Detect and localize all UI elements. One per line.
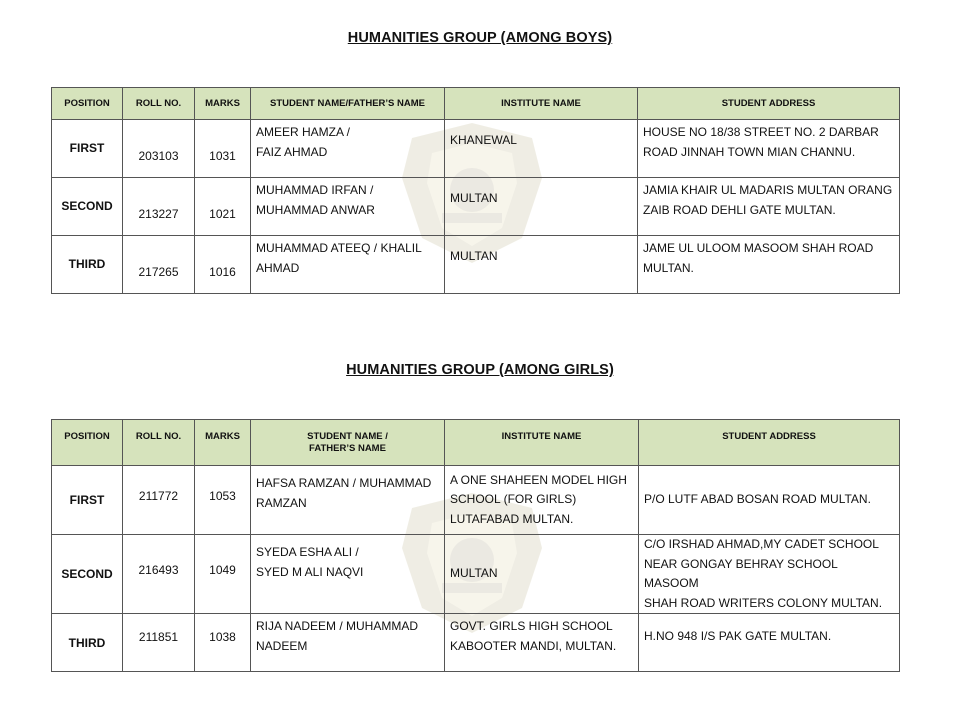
cell-student-name xyxy=(251,466,445,535)
table-row xyxy=(52,535,900,614)
address-line: JAMIA KHAIR UL MADARIS MULTAN ORANG xyxy=(643,183,893,197)
cell-student-name xyxy=(251,614,445,672)
institute-line: KABOOTER MANDI, MULTAN. xyxy=(450,638,617,653)
cell-institute xyxy=(445,178,638,236)
institute-line: KHANEWAL xyxy=(450,133,517,147)
table-row xyxy=(52,236,900,294)
father-name-line: FAIZ AHMAD xyxy=(256,144,328,159)
cell-student-name xyxy=(251,535,445,614)
cell-roll-no: 216493 xyxy=(123,535,195,614)
cell-position: SECOND xyxy=(52,535,123,614)
cell-roll-no: 217265 xyxy=(123,236,195,294)
cell-student-name xyxy=(251,236,445,294)
header-student-name-line1: STUDENT NAME / xyxy=(307,431,388,442)
student-name-line: MUHAMMAD ATEEQ / KHALIL xyxy=(256,241,422,255)
header-roll-no: ROLL NO. xyxy=(123,420,195,466)
header-marks: MARKS xyxy=(195,420,251,466)
cell-marks: 1038 xyxy=(195,614,251,672)
cell-institute xyxy=(445,236,638,294)
address-line: SHAH ROAD WRITERS COLONY MULTAN. xyxy=(644,595,883,610)
cell-roll-no: 203103 xyxy=(123,120,195,178)
section-title-girls: HUMANITIES GROUP (AMONG GIRLS) xyxy=(346,362,614,378)
header-institute-name: INSTITUTE NAME xyxy=(445,420,639,466)
cell-student-name xyxy=(251,120,445,178)
header-student-address: STUDENT ADDRESS xyxy=(638,88,900,120)
table-header-row xyxy=(52,420,900,466)
table-row xyxy=(52,178,900,236)
cell-marks: 1031 xyxy=(195,120,251,178)
cell-institute xyxy=(445,614,639,672)
table-row xyxy=(52,120,900,178)
cell-address xyxy=(639,535,900,614)
institute-line: MULTAN xyxy=(450,566,498,581)
header-roll-no: ROLL NO. xyxy=(123,88,195,120)
cell-address xyxy=(639,614,900,672)
institute-line: MULTAN xyxy=(450,191,498,205)
cell-institute xyxy=(445,120,638,178)
table-row xyxy=(52,466,900,535)
results-table-boys xyxy=(51,87,900,294)
institute-line: MULTAN xyxy=(450,249,498,263)
father-name-line: RAMZAN xyxy=(256,495,307,510)
student-name-line: HAFSA RAMZAN / MUHAMMAD xyxy=(256,476,432,490)
cell-marks: 1016 xyxy=(195,236,251,294)
father-name-line: MUHAMMAD ANWAR xyxy=(256,202,375,217)
cell-position: FIRST xyxy=(52,120,123,178)
header-marks: MARKS xyxy=(195,88,251,120)
institute-line: GOVT. GIRLS HIGH SCHOOL xyxy=(450,619,613,633)
section-title-boys: HUMANITIES GROUP (AMONG BOYS) xyxy=(347,30,613,46)
address-line: C/O IRSHAD AHMAD,MY CADET SCHOOL xyxy=(644,537,879,551)
address-line: NEAR GONGAY BEHRAY SCHOOL MASOOM xyxy=(644,556,838,590)
cell-marks: 1049 xyxy=(195,535,251,614)
table-header-row xyxy=(52,88,900,120)
student-name-line: MUHAMMAD IRFAN / xyxy=(256,183,374,197)
header-position: POSITION xyxy=(52,420,123,466)
cell-student-name xyxy=(251,178,445,236)
cell-marks: 1053 xyxy=(195,466,251,535)
father-name-line: NADEEM xyxy=(256,638,308,653)
address-line: ZAIB ROAD DEHLI GATE MULTAN. xyxy=(643,202,836,217)
institute-line: SCHOOL (FOR GIRLS) xyxy=(450,492,577,507)
cell-roll-no: 211851 xyxy=(123,614,195,672)
address-line: H.NO 948 I/S PAK GATE MULTAN. xyxy=(644,628,832,643)
cell-position: SECOND xyxy=(52,178,123,236)
table-row xyxy=(52,614,900,672)
header-student-name xyxy=(251,420,445,466)
address-line: MULTAN. xyxy=(643,260,694,275)
cell-address xyxy=(639,466,900,535)
cell-institute xyxy=(445,466,639,535)
address-line: HOUSE NO 18/38 STREET NO. 2 DARBAR xyxy=(643,125,879,139)
cell-institute xyxy=(445,535,639,614)
student-name-line: SYEDA ESHA ALI / xyxy=(256,545,359,559)
cell-marks: 1021 xyxy=(195,178,251,236)
address-line: P/O LUTF ABAD BOSAN ROAD MULTAN. xyxy=(644,492,871,507)
address-line: ROAD JINNAH TOWN MIAN CHANNU. xyxy=(643,144,856,159)
header-student-name-line1: STUDENT NAME/FATHER’S NAME xyxy=(270,97,425,109)
header-student-address: STUDENT ADDRESS xyxy=(639,420,900,466)
cell-address xyxy=(638,120,900,178)
header-position: POSITION xyxy=(52,88,123,120)
address-line: JAME UL ULOOM MASOOM SHAH ROAD xyxy=(643,241,874,255)
header-student-name xyxy=(251,88,445,120)
father-name-line: AHMAD xyxy=(256,260,300,275)
student-name-line: AMEER HAMZA / xyxy=(256,125,351,139)
cell-address xyxy=(638,236,900,294)
cell-position: FIRST xyxy=(52,466,123,535)
header-student-name-line2: FATHER’S NAME xyxy=(309,443,386,454)
cell-address xyxy=(638,178,900,236)
student-name-line: RIJA NADEEM / MUHAMMAD xyxy=(256,619,419,633)
cell-position: THIRD xyxy=(52,614,123,672)
results-table-girls xyxy=(51,419,900,672)
institute-line: A ONE SHAHEEN MODEL HIGH xyxy=(450,472,627,487)
cell-roll-no: 213227 xyxy=(123,178,195,236)
cell-roll-no: 211772 xyxy=(123,466,195,535)
cell-position: THIRD xyxy=(52,236,123,294)
header-institute-name: INSTITUTE NAME xyxy=(445,88,638,120)
institute-line: LUTAFABAD MULTAN. xyxy=(450,511,574,526)
father-name-line: SYED M ALI NAQVI xyxy=(256,564,364,579)
